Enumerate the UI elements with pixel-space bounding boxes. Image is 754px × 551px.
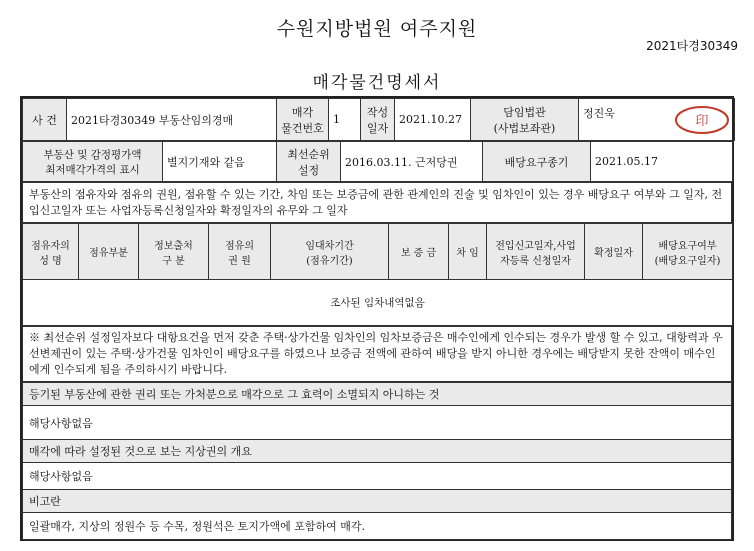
header-occupant: 점유자의 성 명 [23,224,79,280]
case-number: 2021타경30349 [646,39,738,53]
section-title-remarks: 비고란 [23,490,732,513]
section-content-rights: 해당사항없음 [23,406,732,440]
item-no-label: 매각 물건번호 [277,99,329,141]
warning-note: ※ 최선순위 설정일자보다 대항요건을 먼저 갖춘 주택·상가건물 임차인의 임차보증금은 매수인에게 인수되는 경우가 발생 할 수 있고, 대항력과 우선변제권이 있는 주택·상가건물 임차인이 배당요구를 하였으나 보증금 전액에 관하여 배당을 받지 아니한 경우에는 배당받지 못한 잔액이 매수인에게 인수되게 됨을 주의하시기 바랍니다. [23,327,732,382]
judge-cell [579,99,735,141]
header-title: 점유의 권 원 [209,224,271,280]
section-title-rights: 등기된 부동산에 관한 권리 또는 가처분으로 매각으로 그 효력이 소멸되지 아니하는 것 [23,383,732,406]
header-dividend-request: 배당요구여부 (배당요구일자) [643,224,733,280]
header-portion: 점유부분 [79,224,139,280]
header-source: 정보출처 구 분 [139,224,209,280]
occupancy-header-row [23,224,733,280]
occupancy-empty-text: 조사된 임차내역없음 [23,280,733,326]
header-lease-period: 임대차기간 (점유기간) [271,224,389,280]
occupancy-note-table [22,182,732,223]
header-fixed-date: 확정일자 [585,224,643,280]
created-value: 2021.10.27 [395,99,471,141]
info-table [22,98,735,141]
svg-text:印: 印 [695,113,709,129]
judge-name: 정진욱 [583,106,615,120]
judge-seal-icon [674,105,730,135]
case-value: 2021타경30349 부동산임의경매 [67,99,277,141]
info-table-2 [22,141,733,182]
valuation-label: 부동산 및 감정평가액 최저매각가격의 표시 [23,142,163,182]
warning-table [22,326,732,382]
section-content-remarks: 일괄매각, 지상의 정원수 등 수목, 정원석은 토지가액에 포함하여 매각. [23,513,732,540]
judge-label: 담임법관 (사법보좌관) [471,99,579,141]
header-deposit: 보 증 금 [389,224,449,280]
section-content-surface-right: 해당사항없음 [23,463,732,490]
case-label: 사 건 [23,99,67,141]
valuation-value: 별지기재와 같음 [163,142,277,182]
document-title: 매각물건명세서 [312,73,442,93]
sections-table [22,382,732,540]
occupancy-note: 부동산의 점유자와 점유의 권원, 점유할 수 있는 기간, 차임 또는 보증금에 관한 관계인의 진술 및 임차인이 있는 경우 배당요구 여부와 그 일자, 전입신고일자 또는 사업자등록신청일자와 확정일자의 유무와 그 일자 [23,183,732,223]
priority-value: 2016.03.11. 근저당권 [341,142,483,182]
deadline-value: 2021.05.17 [591,142,733,182]
priority-label: 최선순위 설정 [277,142,341,182]
header-rent: 차 임 [449,224,487,280]
created-label: 작성 일자 [361,99,395,141]
court-name: 수원지방법원 여주지원 [276,18,478,40]
header-move-in-date: 전입신고일자,사업 자등록 신청일자 [487,224,585,280]
specification-frame [20,96,734,541]
section-title-surface-right: 매각에 따라 설정된 것으로 보는 지상권의 개요 [23,440,732,463]
deadline-label: 배당요구종기 [483,142,591,182]
occupancy-table [22,223,733,326]
item-no-value: 1 [329,99,361,141]
